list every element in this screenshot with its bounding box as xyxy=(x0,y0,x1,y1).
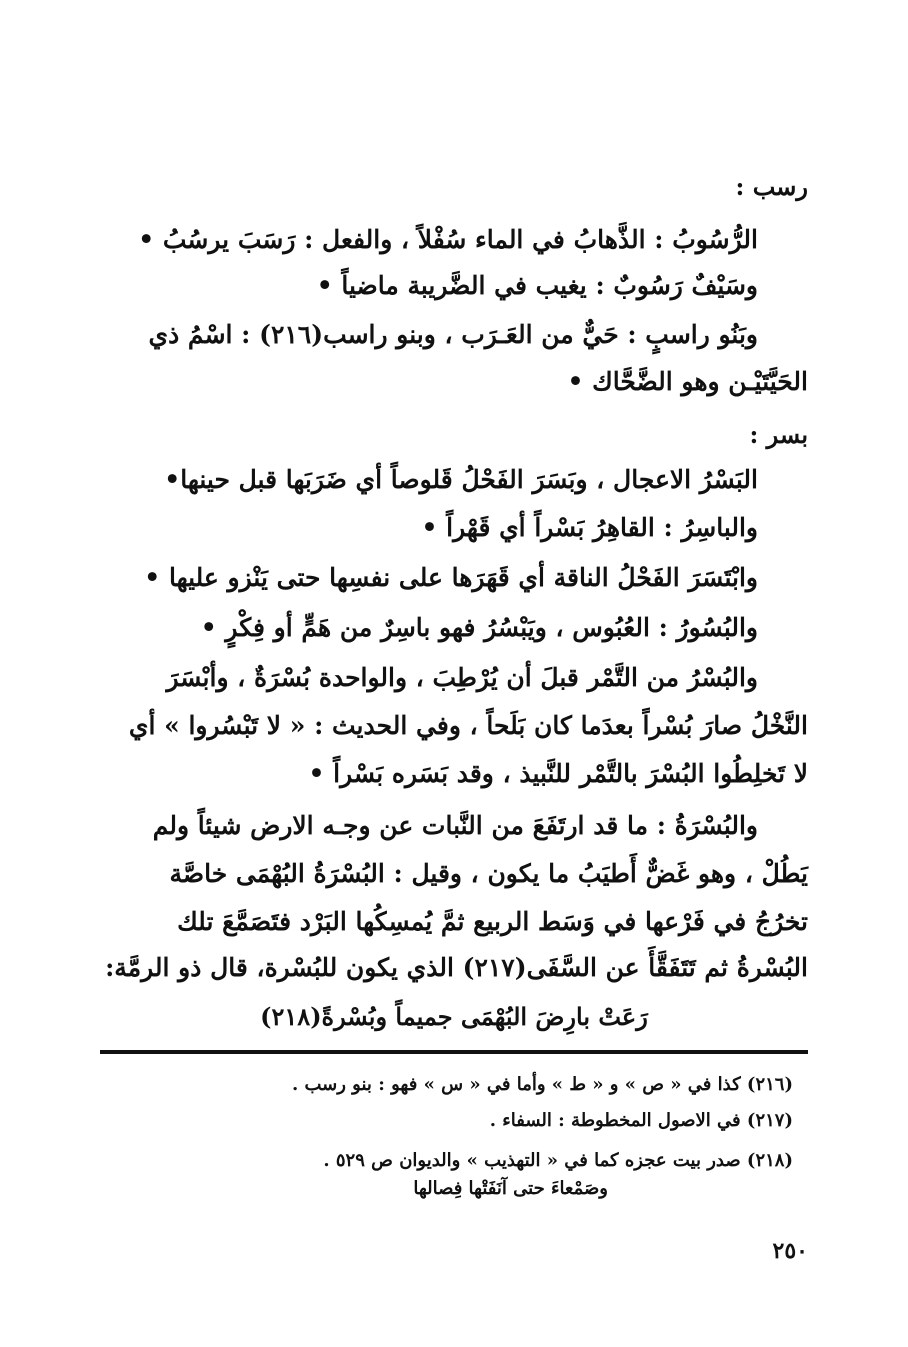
entry-heading-basara: بسر : xyxy=(749,420,808,449)
entry-heading-rasaba: رسب : xyxy=(735,172,808,201)
footnote-217: (٢١٧) في الاصول المخطوطة : السفاء . xyxy=(489,1110,793,1131)
footnote-divider xyxy=(100,1050,808,1054)
entry-line: البُسْرةُ ثم تَتَفَقَّأَ عن السَّفَى(٢١٧) الذي يكون للبُسْرة، قال ذو الرمَّة: xyxy=(105,953,808,982)
footnote-218-verse: وصَمْعاءَ حتى آنَفَتْها فِصالها xyxy=(413,1178,608,1199)
entry-line: وبَنُو راسبٍ : حَيٌّ من العَـرَب ، وبنو راسب(٢١٦) : اسْمُ ذي xyxy=(148,320,758,349)
entry-line: البَسْرُ الاعجال ، وبَسَرَ الفَحْلُ قَلوصاً أي ضَرَبَها قبل حينها• xyxy=(164,465,758,494)
footnote-216: (٢١٦) كذا في « ص » و « ط » وأما في « س » فهو : بنو رسب . xyxy=(291,1074,793,1095)
entry-line: الحَيَّتَيْـن وهو الضَّحَّاك • xyxy=(567,367,808,396)
entry-line: وسَيْفٌ رَسُوبٌ : يغيب في الضَّريبة ماضياً • xyxy=(316,271,758,300)
entry-line: الرُّسُوبُ : الذَّهابُ في الماء سُفْلاً ، والفعل : رَسَبَ يرسُبُ • xyxy=(138,225,758,254)
entry-line: يَطُلْ ، وهو غَضٌّ أَطيَبُ ما يكون ، وقيل : البُسْرَةُ البُهْمَى خاصَّة xyxy=(169,859,808,888)
entry-line: تخرُجُ في فَرْعها في وَسَط الربيع ثمَّ يُمسِكُها البَرْد فتَصَمَّعَ تلك xyxy=(177,907,808,936)
entry-line: والبُسْرُ من التَّمْر قبلَ أن يُرْطِبَ ، والواحدة بُسْرَةٌ ، وأبْسَرَ xyxy=(166,663,758,692)
poetry-verse: رَعَتْ بارِضَ البُهْمَى جميماً وبُسْرةً(٢١٨) xyxy=(260,1002,648,1031)
entry-line: النَّخْلُ صارَ بُسْراً بعدَما كان بَلَحاً ، وفي الحديث : « لا تَبْسُروا » أي xyxy=(128,711,808,740)
page-number: ٢٥٠ xyxy=(772,1238,808,1264)
entry-line: والبُسْرَةُ : ما قد ارتَفَعَ من النَّبات عن وجـه الارض شيئاً ولم xyxy=(152,811,758,840)
entry-line: وابْتَسَرَ الفَحْلُ الناقة أي قَهَرَها على نفسِها حتى يَنْزو عليها • xyxy=(144,563,758,592)
entry-line: والباسِرُ : القاهِرُ بَسْراً أي قَهْراً • xyxy=(421,513,758,542)
entry-line: والبُسُورُ : العُبُوس ، ويَبْسُرُ فهو باسِرٌ من هَمٍّ أو فِكْرٍ • xyxy=(200,613,758,642)
entry-line: لا تَخلِطُوا البُسْرَ بالتَّمْر للنَّبيذ ، وقد بَسَره بَسْراً • xyxy=(308,759,808,788)
footnote-218: (٢١٨) صدر بيت عجزه كما في « التهذيب » والديوان ص ٥٢٩ . xyxy=(323,1150,793,1171)
